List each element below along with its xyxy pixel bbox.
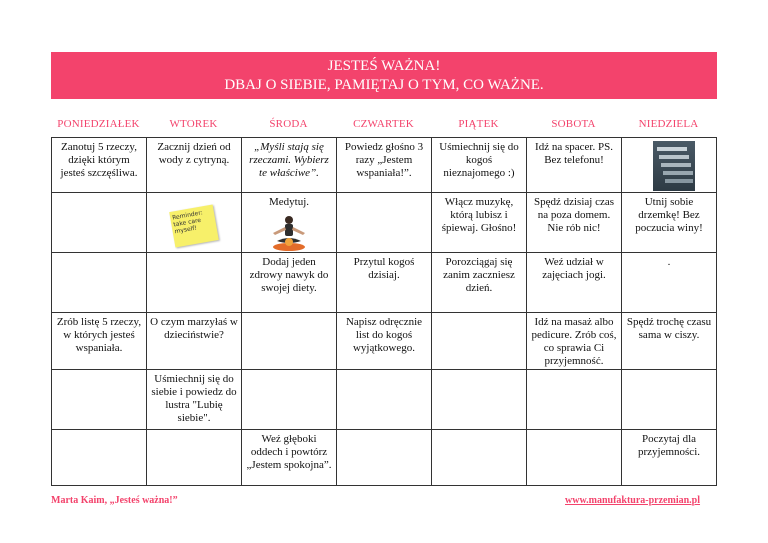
cell-r1-sun — [622, 138, 717, 193]
cell-r4-mon: Zrób listę 5 rzeczy, w których jesteś wspaniała. — [52, 313, 147, 370]
cell-r2-mon — [52, 193, 147, 253]
cell-r3-tue — [147, 253, 242, 313]
cell-r3-thu: Przytul kogoś dzisiaj. — [337, 253, 432, 313]
day-monday: PONIEDZIAŁEK — [57, 118, 140, 130]
day-thursday: CZWARTEK — [353, 118, 414, 130]
cell-r3-fri: Porozciągaj się zanim zaczniesz dzień. — [432, 253, 527, 313]
cell-r1-tue: Zacznij dzień od wody z cytryną. — [147, 138, 242, 193]
cell-r6-thu — [337, 430, 432, 486]
cell-r2-sun: Utnij sobie drzemkę! Bez poczucia winy! — [622, 193, 717, 253]
cell-r4-wed — [242, 313, 337, 370]
cell-r3-sat: Weź udział w zajęciach jogi. — [527, 253, 622, 313]
cell-r2-tue — [147, 193, 242, 253]
meditate-text: Medytuj. — [268, 196, 310, 208]
header-banner — [51, 52, 717, 99]
cell-r1-wed: „Myśli stają się rzeczami. Wybierz te właściwe”. — [242, 138, 337, 193]
table-row — [52, 313, 717, 370]
cell-r5-fri — [432, 370, 527, 430]
cell-r3-sun: . — [622, 253, 717, 313]
cell-r5-thu — [337, 370, 432, 430]
day-wednesday: ŚRODA — [269, 118, 308, 130]
day-friday: PIĄTEK — [458, 118, 499, 130]
table-row — [52, 370, 717, 430]
cell-r4-tue: O czym marzyłaś w dzieciństwie? — [147, 313, 242, 370]
cell-r2-sat: Spędź dzisiaj czas na poza domem. Nie rób nic! — [527, 193, 622, 253]
cell-r1-mon: Zanotuj 5 rzeczy, dzięki którym jesteś szczęśliwa. — [52, 138, 147, 193]
stairs-image — [653, 141, 695, 191]
cell-r6-tue — [147, 430, 242, 486]
table-row — [52, 193, 717, 253]
cell-r2-fri: Włącz muzykę, którą lubisz i śpiewaj. Głośno! — [432, 193, 527, 253]
cell-r4-sat: Idź na masaż albo pedicure. Zrób coś, co sprawia Ci przyjemność. — [527, 313, 622, 370]
cell-r4-fri — [432, 313, 527, 370]
cell-r5-wed — [242, 370, 337, 430]
challenge-grid — [51, 137, 717, 486]
cell-r2-thu — [337, 193, 432, 253]
cell-r5-tue: Uśmiechnij się do siebie i powiedz do lustra "Lubię siebie". — [147, 370, 242, 430]
day-sunday: NIEDZIELA — [638, 118, 699, 130]
table-row — [52, 138, 717, 193]
header-title: JESTEŚ WAŻNA! — [327, 58, 441, 74]
meditation-figure-icon — [259, 213, 319, 251]
cell-r3-wed: Dodaj jeden zdrowy nawyk do swojej diety. — [242, 253, 337, 313]
table-row — [52, 430, 717, 486]
cell-r6-sat — [527, 430, 622, 486]
header-subtitle: DBAJ O SIEBIE, PAMIĘTAJ O TYM, CO WAŻNE. — [224, 77, 544, 93]
cell-r4-thu: Napisz odręcznie list do kogoś wyjątkowego. — [337, 313, 432, 370]
cell-r6-mon — [52, 430, 147, 486]
cell-r2-wed — [242, 193, 337, 253]
cell-r1-thu: Powiedz głośno 3 razy „Jestem wspaniała!”. — [337, 138, 432, 193]
cell-r6-wed: Weź głęboki oddech i powtórz „Jestem spokojna”. — [242, 430, 337, 486]
cell-r6-fri — [432, 430, 527, 486]
stairs-photo — [653, 141, 695, 191]
cell-r3-mon — [52, 253, 147, 313]
cell-r1-fri: Uśmiechnij się do kogoś nieznajomego :) — [432, 138, 527, 193]
day-tuesday: WTOREK — [169, 118, 218, 130]
cell-r5-mon — [52, 370, 147, 430]
cell-r5-sun — [622, 370, 717, 430]
cell-r4-sun: Spędź trochę czasu sama w ciszy. — [622, 313, 717, 370]
author-credit: Marta Kaim, „Jesteś ważna!” — [51, 495, 178, 506]
day-saturday: SOBOTA — [551, 118, 596, 130]
cell-r6-sun: Poczytaj dla przyjemności. — [622, 430, 717, 486]
website-link[interactable]: www.manufaktura-przemian.pl — [565, 495, 701, 506]
table-row — [52, 253, 717, 313]
cell-r1-sat: Idź na spacer. PS. Bez telefonu! — [527, 138, 622, 193]
reminder-sticky-note: Reminder: take care myself! — [169, 204, 219, 247]
weekday-header-row — [51, 118, 717, 138]
cell-r5-sat — [527, 370, 622, 430]
